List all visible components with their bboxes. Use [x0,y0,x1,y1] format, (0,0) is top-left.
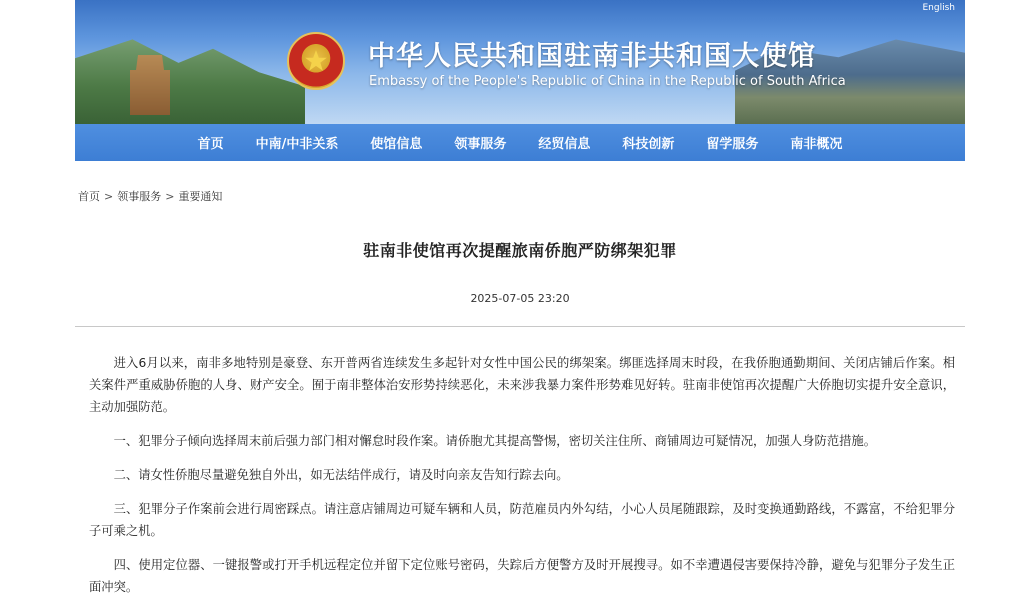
nav-item-embassy-info[interactable]: 使馆信息 [370,137,423,152]
article-paragraph: 进入6月以来，南非多地特别是豪登、东开普两省连续发生多起针对女性中国公民的绑架案。绑匪选择周末时段，在我侨胞通勤期间、关闭店铺后作案。相关案件严重威胁侨胞的人身、财产安全。囿于南非整体治安形势持续恶化，未来涉我暴力案件形势难见好转。驻南非使馆再次提醒广大侨胞切实提升安全意识，主动加强防范。 [89,356,955,414]
site-title-cn[interactable]: 中华人民共和国驻南非共和国大使馆 [368,41,816,72]
article-paragraph: 四、使用定位器、一键报警或打开手机远程定位并留下定位账号密码，失踪后方便警方及时开展搜寻。如不幸遭遇侵害要保持冷静，避免与犯罪分子发生正面冲突。 [89,558,955,594]
nav-item-south-africa[interactable]: 南非概况 [790,137,843,152]
nav-item-trade[interactable]: 经贸信息 [538,137,591,152]
breadcrumb-notice[interactable]: 重要通知 [178,190,223,203]
mountain-illustration [75,30,305,124]
article-title: 驻南非使馆再次提醒旅南侨胞严防绑架犯罪 [363,241,677,260]
article-date: 2025-07-05 23:20 [470,292,570,305]
nav-item-study[interactable]: 留学服务 [706,137,759,152]
site-title-en: Embassy of the People's Republic of China in the Republic of South Africa [369,74,846,89]
national-emblem-icon[interactable] [287,32,345,90]
nav-item-relations[interactable]: 中南/中非关系 [255,137,339,152]
breadcrumb-separator: > [104,190,114,203]
nav-item-home[interactable]: 首页 [197,137,224,152]
breadcrumb-home[interactable]: 首页 [78,190,100,203]
article-paragraph: 二、请女性侨胞尽量避免独自外出，如无法结伴成行，请及时向亲友告知行踪去向。 [113,468,569,482]
breadcrumb-consular[interactable]: 领事服务 [117,190,162,203]
article-paragraph: 三、犯罪分子作案前会进行周密踩点。请注意店铺周边可疑车辆和人员，防范雇员内外勾结，小心人员尾随跟踪，及时变换通勤路线，不露富，不给犯罪分子可乘之机。 [89,502,955,538]
english-language-link[interactable]: English [922,3,955,13]
breadcrumb [78,188,222,204]
article-body [89,352,955,610]
site-header [75,0,965,124]
nav-item-tech[interactable]: 科技创新 [622,137,675,152]
breadcrumb-separator: > [165,190,175,203]
article-paragraph: 一、犯罪分子倾向选择周末前后强力部门相对懈怠时段作案。请侨胞尤其提高警惕，密切关注住所、商铺周边可疑情况，加强人身防范措施。 [113,434,877,448]
divider [75,326,965,327]
nav-item-consular[interactable]: 领事服务 [454,137,507,152]
main-nav [75,124,965,161]
star-icon [303,48,329,74]
